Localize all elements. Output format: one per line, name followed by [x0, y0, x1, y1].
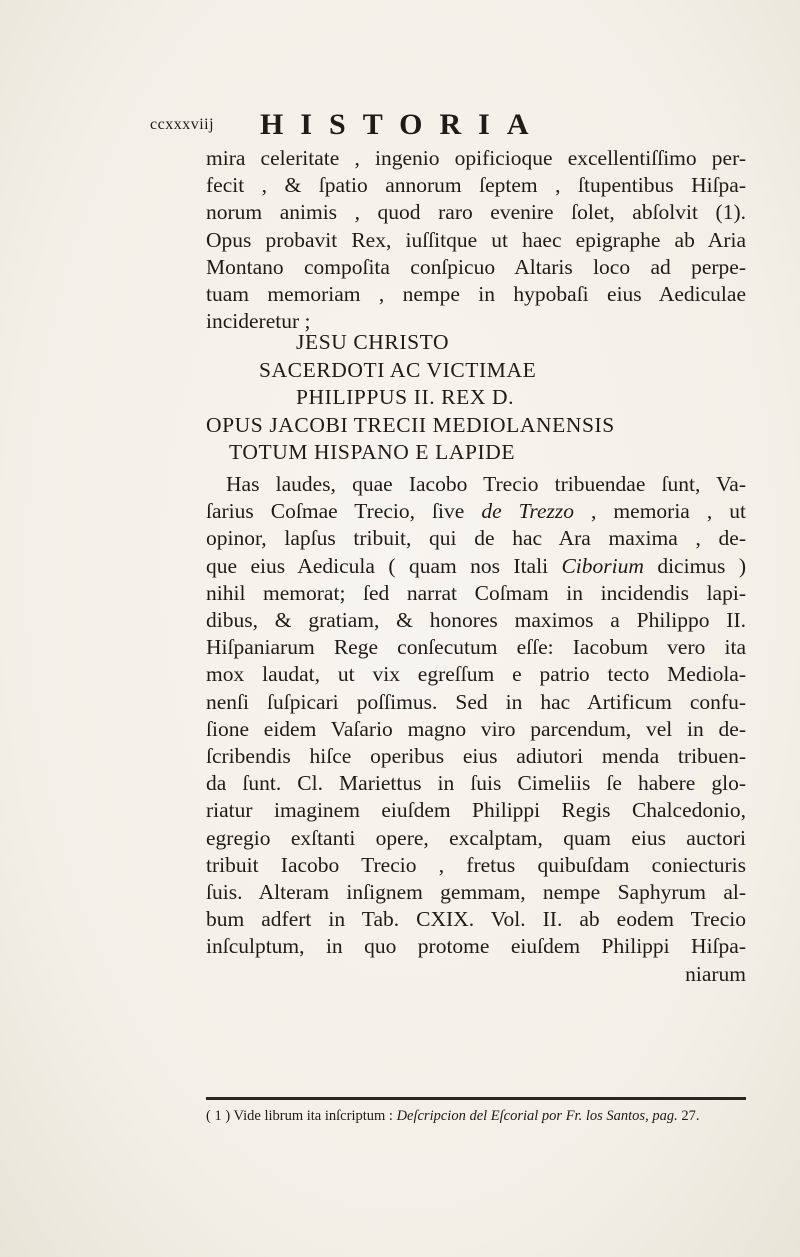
text-line: mira celeritate , ingenio opificioque excellentiſſimo per-: [206, 146, 746, 170]
footnote-text: ,: [645, 1108, 653, 1124]
footnote: [206, 1108, 766, 1125]
text-line: Opus probavit Rex, iuſſitque ut haec epigraphe ab Aria: [206, 227, 746, 252]
text-line: [206, 553, 746, 580]
inscription-line: PHILIPPUS II. REX D.: [296, 385, 515, 409]
text-line: tribuit Iacobo Trecio , fretus quibuſdam coniecturis: [206, 852, 746, 877]
footnote-page-label: pag.: [652, 1108, 678, 1124]
text-line: ſcribendis hiſce operibus eius adiutori menda tribuen-: [206, 744, 746, 769]
text-line: mox laudat, ut vix egreſſum e patrio tecto Mediola-: [206, 662, 746, 687]
italic-span: Ciborium: [561, 553, 644, 578]
text-line: ſione eidem Vaſario magno viro parcendum, vel in de-: [206, 716, 746, 741]
text-line: opinor, lapſus tribuit, qui de hac Ara maxima , de-: [206, 526, 746, 551]
text-line: Hiſpaniarum Rege conſecutum eſſe: Iacobum vero ita: [206, 635, 746, 660]
running-title: HISTORIA: [260, 108, 546, 141]
footnote-text: ( 1 ) Vide librum ita inſcriptum :: [206, 1108, 397, 1124]
text-line: nihil memorat; ſed narrat Coſmam in incidendis lapi-: [206, 580, 746, 605]
footnote-text: 27.: [677, 1108, 700, 1124]
inscription-line: TOTUM HISPANO E LAPIDE: [229, 440, 516, 464]
text-line: tuam memoriam , nempe in hypobaſi eius Aediculae: [206, 282, 746, 307]
text-line: incideretur ;: [206, 309, 311, 334]
italic-span: de Trezzo: [481, 499, 574, 524]
text-span: ſarius Coſmae Trecio, ſive: [206, 499, 482, 524]
text-line: fecit , & ſpatio annorum ſeptem , ſtupentibus Hiſpa-: [206, 173, 746, 198]
text-line: norum animis , quod raro evenire ſolet, abſolvit (1).: [206, 200, 746, 225]
page-header: [150, 108, 750, 144]
footnote-title: Deſcripcion del Eſcorial por Fr. los Santos: [396, 1108, 646, 1124]
page-number: ccxxxviij: [150, 116, 215, 133]
inscription-line: JESU CHRISTO: [296, 330, 450, 354]
inscription-line: OPUS JACOBI TRECII MEDIOLANENSIS: [206, 412, 615, 437]
text-span: dicimus ): [643, 553, 746, 578]
catchword: niarum: [685, 961, 746, 986]
text-line: bum adfert in Tab. CXIX. Vol. II. ab eodem Trecio: [206, 907, 746, 932]
paragraph-2: [206, 471, 746, 988]
inscription-line: SACERDOTI AC VICTIMAE: [259, 357, 537, 382]
text-line: Montano compoſita conſpicuo Altaris loco ad perpe-: [206, 254, 746, 279]
text-line: nenſi ſuſpicari poſſimus. Sed in hac Artificum confu-: [206, 689, 746, 714]
inscription: [206, 329, 746, 467]
text-line: ſuis. Alteram inſignem gemmam, nempe Saphyrum al-: [206, 880, 746, 905]
text-line: da ſunt. Cl. Mariettus in ſuis Cimeliis ſe habere glo-: [206, 771, 746, 796]
text-span: que eius Aedicula ( quam nos Itali: [206, 553, 562, 578]
text-line: egregio exſtanti opere, excalptam, quam eius auctori: [206, 825, 746, 850]
paragraph-1: [206, 145, 746, 335]
text-line: [206, 498, 746, 525]
text-line: Has laudes, quae Iacobo Trecio tribuendae ſunt, Va-: [226, 472, 746, 496]
footnote-rule: [206, 1097, 746, 1100]
text-span: , memoria , ut: [574, 499, 746, 524]
text-line: dibus, & gratiam, & honores maximos a Philippo II.: [206, 608, 746, 633]
text-line: inſculptum, in quo protome eiuſdem Philippi Hiſpa-: [206, 934, 746, 959]
text-line: riatur imaginem eiuſdem Philippi Regis Chalcedonio,: [206, 798, 746, 823]
